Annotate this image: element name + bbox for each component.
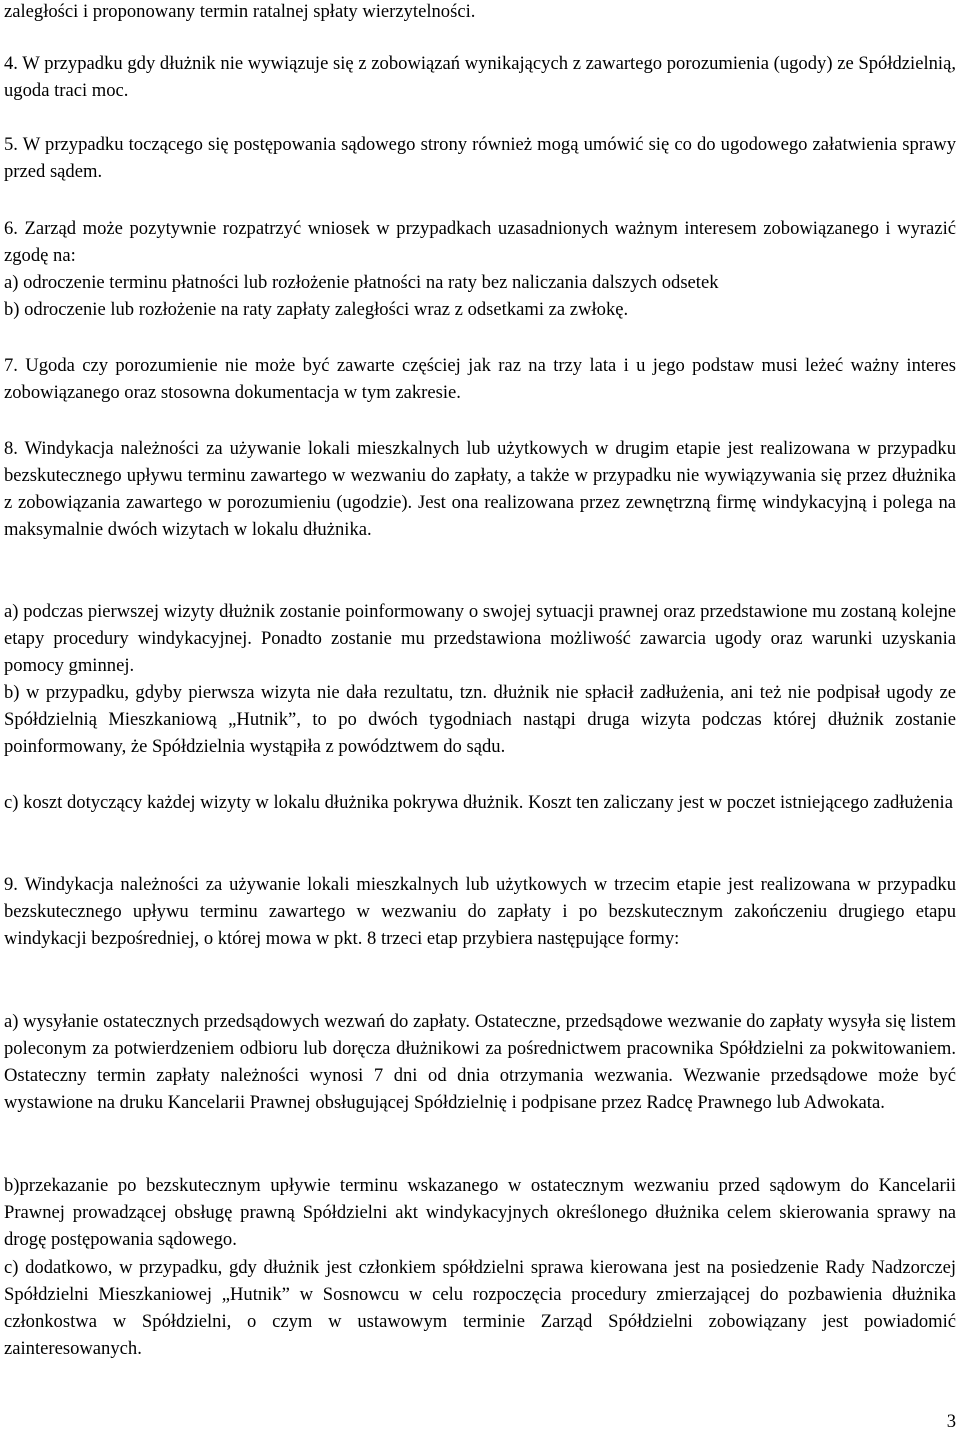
paragraph-8b: b) w przypadku, gdyby pierwsza wizyta nie dała rezultatu, tzn. dłużnik nie spłacił zadłużenia, ani też nie podpisał ugody ze Spółdzielnią Mieszkaniową „Hutnik”, to po dwóch tygodniach nastąpi druga wizyta podczas której dłużnik zostanie poinformowany, że Spółdzielnia wystąpiła z powództwem do sądu. [4, 682, 956, 757]
paragraph-intro: zaległości i proponowany termin ratalnej spłaty wierzytelności. [4, 1, 476, 22]
paragraph-9c: c) dodatkowo, w przypadku, gdy dłużnik jest członkiem spółdzielni sprawa kierowana jest na posiedzenie Rady Nadzorczej Spółdzielni Mieszkaniowej „Hutnik” w Sosnowcu w celu rozpoczęcia procedury zmierzającej do pozbawienia dłużnika członkostwa w Spółdzielni, o czym w ustawowym terminie Zarząd Spółdzielni zobowiązany jest powiadomić zainteresowanych. [4, 1257, 956, 1359]
paragraph-9: 9. Windykacja należności za używanie lokali mieszkalnych lub użytkowych w trzecim etapie jest realizowana w przypadku bezskutecznego upływu terminu zawartego w wezwaniu do zapłaty i po bezskutecznym zakończeniu drugiego etapu windykacji bezpośredniej, o której mowa w pkt. 8 trzeci etap przybiera następujące formy: [4, 874, 956, 949]
paragraph-5: 5. W przypadku toczącego się postępowania sądowego strony również mogą umówić się co do ugodowego załatwienia sprawy przed sądem. [4, 134, 956, 182]
paragraph-6b: b) odroczenie lub rozłożenie na raty zapłaty zaległości wraz z odsetkami za zwłokę. [4, 299, 629, 320]
paragraph-4: 4. W przypadku gdy dłużnik nie wywiązuje się z zobowiązań wynikających z zawartego porozumienia (ugody) ze Spółdzielnią, ugoda traci moc. [4, 53, 956, 101]
paragraph-8a: a) podczas pierwszej wizyty dłużnik zostanie poinformowany o swojej sytuacji prawnej oraz przedstawione mu zostaną kolejne etapy procedury windykacyjnej. Ponadto zostanie mu przedstawiona możliwość zawarcia ugody oraz warunki uzyskania pomocy gminnej. [4, 601, 956, 676]
page-number: 3 [946, 1411, 956, 1432]
paragraph-6: 6. Zarząd może pozytywnie rozpatrzyć wniosek w przypadkach uzasadnionych ważnym interesem zobowiązanego i wyrazić zgodę na: [4, 218, 956, 266]
paragraph-9a: a) wysyłanie ostatecznych przedsądowych wezwań do zapłaty. Ostateczne, przedsądowe wezwanie do zapłaty wysyła się listem poleconym za potwierdzeniem odbioru lub doręcza dłużnikowi za pośrednictwem pracownika Spółdzielni za pokwitowaniem. Ostateczny termin zapłaty należności wynosi 7 dni od dnia otrzymania wezwania. Wezwanie przedsądowe może być wystawione na druku Kancelarii Prawnej obsługującej Spółdzielnię i podpisane przez Radcę Prawnego lub Adwokata. [4, 1011, 956, 1113]
paragraph-8: 8. Windykacja należności za używanie lokali mieszkalnych lub użytkowych w drugim etapie jest realizowana w przypadku bezskutecznego upływu terminu zawartego w wezwaniu do zapłaty, a także w przypadku nie wywiązywania się przez dłużnika z zobowiązania zawartego w porozumieniu (ugodzie). Jest ona realizowana przez zewnętrzną firmę windykacyjną i polega na maksymalnie dwóch wizytach w lokalu dłużnika. [4, 438, 956, 540]
paragraph-6a: a) odroczenie terminu płatności lub rozłożenie płatności na raty bez naliczania dalszych odsetek [4, 272, 719, 293]
paragraph-8c: c) koszt dotyczący każdej wizyty w lokalu dłużnika pokrywa dłużnik. Koszt ten zaliczany jest w poczet istniejącego zadłużenia [4, 792, 953, 813]
paragraph-9b: b)przekazanie po bezskutecznym upływie terminu wskazanego w ostatecznym wezwaniu przed sądowym do Kancelarii Prawnej prowadzącej obsługę prawną Spółdzielni akt windykacyjnych określonego dłużnika celem skierowania sprawy na drogę postępowania sądowego. [4, 1175, 956, 1250]
paragraph-7: 7. Ugoda czy porozumienie nie może być zawarte częściej jak raz na trzy lata i u jego podstaw musi leżeć ważny interes zobowiązanego oraz stosowna dokumentacja w tym zakresie. [4, 355, 956, 403]
